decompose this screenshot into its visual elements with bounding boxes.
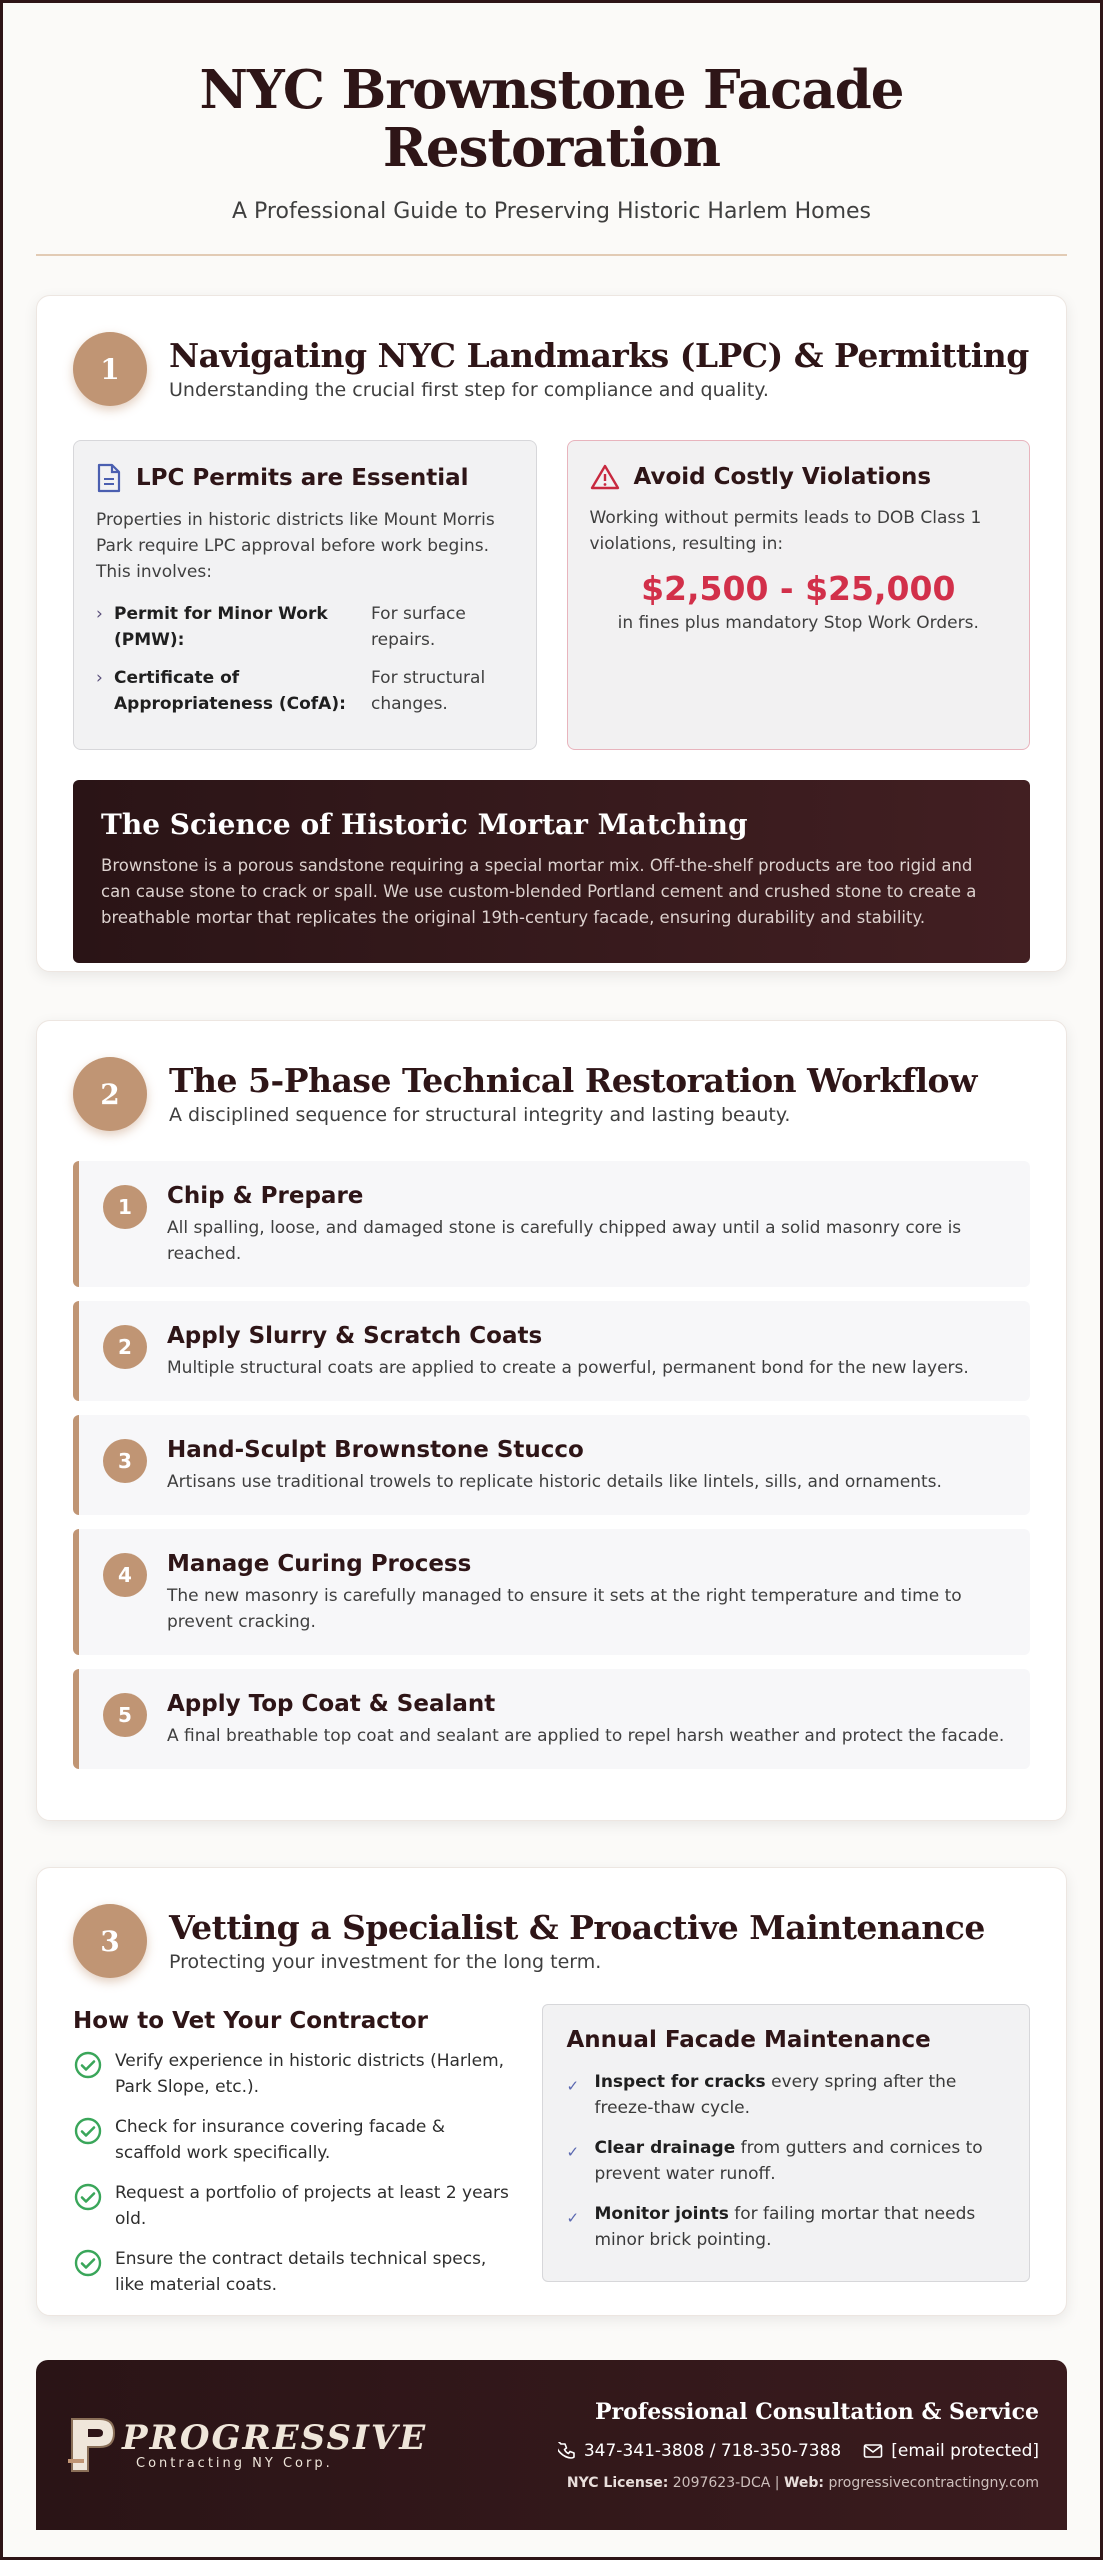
- fine-subtext: in fines plus mandatory Stop Work Orders.: [617, 613, 979, 633]
- annual-maintenance-box: [542, 2004, 1031, 2282]
- step-title: Hand-Sculpt Brownstone Stucco: [167, 1437, 584, 1463]
- step-number: 5: [103, 1693, 147, 1737]
- email-address: [email protected]: [891, 2441, 1039, 2461]
- license-label: NYC License:: [566, 2475, 669, 2491]
- section-subtitle: Understanding the crucial first step for compliance and quality.: [169, 379, 769, 401]
- step-number: 4: [103, 1553, 147, 1597]
- checkmark-icon: ✓: [566, 2143, 580, 2161]
- permit-desc: For structural changes.: [371, 668, 486, 714]
- step-title: Manage Curing Process: [167, 1551, 472, 1577]
- step-text: The new masonry is carefully managed to ensure it sets at the right temperature and time to prevent cracking.: [167, 1586, 962, 1632]
- maintenance-item-bold: Monitor joints: [594, 2204, 729, 2224]
- workflow-steps: [37, 1131, 1066, 1769]
- list-item: [73, 2048, 512, 2100]
- vet-title: How to Vet Your Contractor: [73, 2008, 429, 2034]
- section-vetting-maintenance: [36, 1867, 1067, 2316]
- workflow-step: [73, 1529, 1030, 1655]
- section-workflow: [36, 1020, 1067, 1821]
- check-circle-icon: [73, 2248, 103, 2278]
- lpc-permits-box: [73, 440, 537, 750]
- vet-list: [73, 2048, 512, 2298]
- maintenance-title: Annual Facade Maintenance: [566, 2027, 931, 2053]
- violations-box-title: Avoid Costly Violations: [633, 464, 932, 490]
- vet-item-text: Verify experience in historic districts (Harlem, Park Slope, etc.).: [115, 2051, 505, 2097]
- section-number-badge: 3: [73, 1904, 147, 1978]
- section-title: The 5-Phase Technical Restoration Workflow: [169, 1061, 977, 1100]
- list-item: [567, 2069, 1006, 2121]
- logo-subtitle: Contracting NY Corp.: [136, 2455, 333, 2471]
- document-icon: [96, 463, 122, 493]
- maintenance-item-text: for failing mortar that needs minor brick pointing.: [594, 2204, 976, 2250]
- fine-amount: $2,500 - $25,000: [641, 569, 956, 608]
- lpc-box-text: Properties in historic districts like Mount Morris Park require LPC approval before work begins. This involves:: [96, 510, 495, 582]
- logo-wordmark: PROGRESSIVE: [122, 2417, 428, 2458]
- website-link[interactable]: progressivecontractingny.com: [828, 2475, 1039, 2491]
- section-number-badge: 2: [73, 1057, 147, 1131]
- section-title: Navigating NYC Landmarks (LPC) & Permitting: [169, 336, 1029, 375]
- check-circle-icon: [73, 2050, 103, 2080]
- license-value: 2097623-DCA: [672, 2475, 771, 2491]
- page-header: [3, 3, 1100, 224]
- violations-text: Working without permits leads to DOB Class 1 violations, resulting in:: [589, 508, 982, 554]
- step-text: All spalling, loose, and damaged stone is carefully chipped away until a solid masonry core is reached.: [167, 1218, 962, 1264]
- violations-box: [567, 440, 1031, 750]
- maintenance-item-text: from gutters and cornices to prevent water runoff.: [594, 2138, 983, 2184]
- web-label: Web:: [783, 2475, 824, 2491]
- step-title: Apply Top Coat & Sealant: [167, 1691, 496, 1717]
- page-title: [3, 61, 1100, 177]
- warning-icon: [590, 463, 620, 491]
- section-subtitle: Protecting your investment for the long term.: [169, 1951, 602, 1973]
- title-line-1: NYC Brownstone Facade: [199, 59, 904, 121]
- list-item: [73, 2180, 512, 2232]
- step-title: Apply Slurry & Scratch Coats: [167, 1323, 543, 1349]
- page-subtitle: A Professional Guide to Preserving Historic Harlem Homes: [232, 199, 871, 224]
- page-footer: [36, 2360, 1067, 2530]
- mortar-science-panel: [73, 780, 1030, 963]
- step-text: Artisans use traditional trowels to replicate historic details like lintels, sills, and ornaments.: [167, 1472, 942, 1492]
- workflow-step: [73, 1161, 1030, 1287]
- section-permitting: [36, 295, 1067, 972]
- maintenance-item-text: every spring after the freeze-thaw cycle.: [594, 2072, 957, 2118]
- phone-contact[interactable]: [558, 2441, 841, 2461]
- step-text: Multiple structural coats are applied to create a powerful, permanent bond for the new layers.: [167, 1358, 969, 1378]
- email-contact[interactable]: [863, 2441, 1039, 2461]
- maintenance-item-bold: Inspect for cracks: [594, 2072, 766, 2092]
- mortar-title: The Science of Historic Mortar Matching: [101, 808, 748, 841]
- checkmark-icon: ✓: [566, 2077, 580, 2095]
- vet-item-text: Request a portfolio of projects at least 2 years old.: [115, 2183, 509, 2229]
- footer-heading: Professional Consultation & Service: [594, 2399, 1039, 2425]
- step-number: 1: [103, 1185, 147, 1229]
- list-item: [73, 2114, 512, 2166]
- maintenance-list: [567, 2069, 1006, 2253]
- chevron-right-icon: ›: [96, 668, 103, 688]
- logo-emblem-icon: [66, 2413, 118, 2477]
- company-logo[interactable]: [66, 2413, 427, 2477]
- phone-numbers: 347-341-3808 / 718-350-7388: [583, 2441, 842, 2461]
- mortar-text: Brownstone is a porous sandstone requiring a special mortar mix. Off-the-shelf products are too rigid and can cause stone to crack or spall. We use custom-blended Portland cement and crushed stone to create a breathable mortar that replicates the original 19th-century facade, ensuring durability and stability.: [101, 856, 977, 927]
- list-item: [567, 2201, 1006, 2253]
- permit-desc: For surface repairs.: [371, 604, 466, 650]
- permit-list: [96, 601, 514, 717]
- list-item: [567, 2135, 1006, 2187]
- check-circle-icon: [73, 2182, 103, 2212]
- list-item: [96, 665, 514, 717]
- workflow-step: [73, 1415, 1030, 1515]
- list-item: [73, 2246, 512, 2298]
- checkmark-icon: ✓: [566, 2209, 580, 2227]
- permit-term: Permit for Minor Work (PMW):: [114, 604, 328, 650]
- step-number: 3: [103, 1439, 147, 1483]
- lpc-box-title: LPC Permits are Essential: [136, 465, 469, 491]
- step-text: A final breathable top coat and sealant are applied to repel harsh weather and protect the facade.: [167, 1726, 1005, 1746]
- workflow-step: [73, 1301, 1030, 1401]
- vet-item-text: Ensure the contract details technical specs, like material coats.: [115, 2249, 487, 2295]
- license-line: NYC License: 2097623-DCA | Web: progressivecontractingny.com: [566, 2475, 1039, 2491]
- mail-icon: [863, 2443, 883, 2459]
- step-title: Chip & Prepare: [167, 1183, 364, 1209]
- phone-icon: [558, 2442, 576, 2460]
- step-number: 2: [103, 1325, 147, 1369]
- section-number-badge: 1: [73, 332, 147, 406]
- header-divider: [36, 254, 1067, 256]
- workflow-step: [73, 1669, 1030, 1769]
- list-item: [96, 601, 514, 653]
- maintenance-item-bold: Clear drainage: [594, 2138, 736, 2158]
- section-title: Vetting a Specialist & Proactive Maintenance: [169, 1908, 985, 1947]
- vet-contractor-column: [73, 2004, 512, 2312]
- permit-term: Certificate of Appropriateness (CofA):: [114, 668, 346, 714]
- vet-item-text: Check for insurance covering facade & scaffold work specifically.: [115, 2117, 446, 2163]
- title-line-2: Restoration: [382, 117, 721, 179]
- section-subtitle: A disciplined sequence for structural integrity and lasting beauty.: [169, 1104, 791, 1126]
- check-circle-icon: [73, 2116, 103, 2146]
- chevron-right-icon: ›: [96, 604, 103, 624]
